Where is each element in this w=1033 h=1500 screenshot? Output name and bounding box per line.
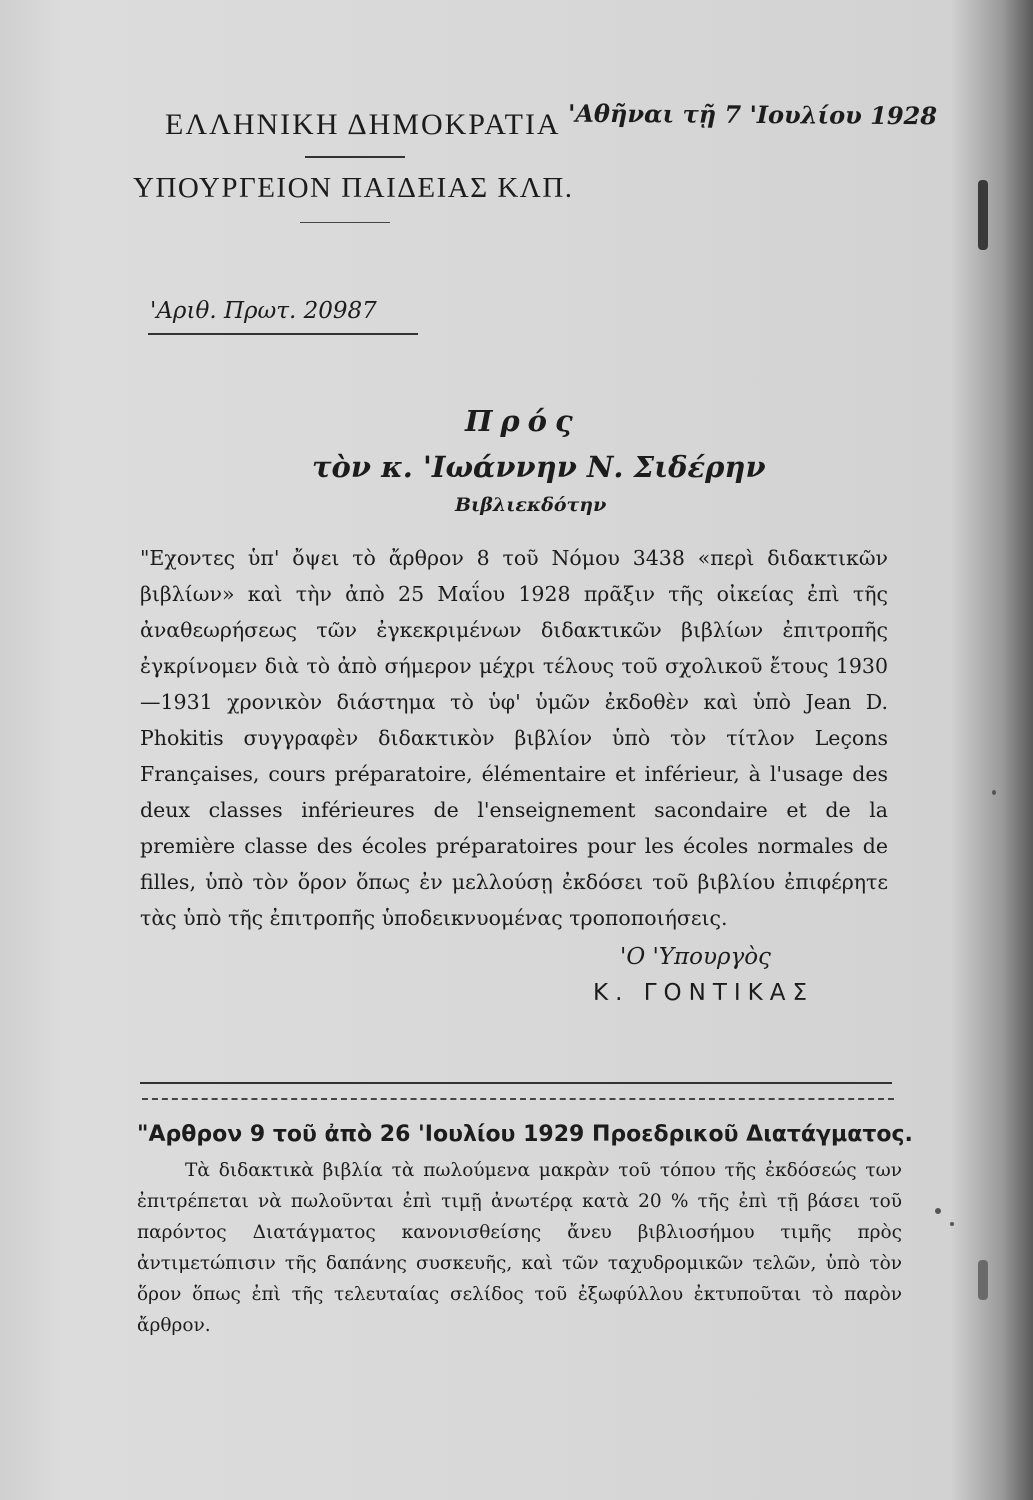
divider [300,222,390,223]
signatory-name: Κ. ΓΟΝΤΙΚΑΣ [593,980,815,1006]
divider [140,1082,892,1084]
paper-speck [950,1222,954,1226]
binding-mark [978,1260,988,1300]
address-to: Πρός [465,404,581,438]
signatory-title: 'Ο 'Υπουργὸς [620,944,771,970]
divider [142,1098,894,1100]
divider [148,333,418,335]
letter-body: "Εχοντες ὑπ' ὄψει τὸ ἄρθρον 8 τοῦ Νόμου 3438 «περὶ διδακτικῶν βιβλίων» καὶ τὴν ἀπὸ 25 Μαΐου 1928 πρᾶξιν τῆς οἰκείας ἐπὶ τῆς ἀναθεωρήσεως τῶν ἐγκεκριμένων διδακτικῶν βιβλίων ἐπιτροπῆς ἐγκρίνομεν διὰ τὸ ἀπὸ σήμερον μέχρι τέλους τοῦ σχολικοῦ ἔτους 1930—1931 χρονικὸν διάστημα τὸ ὑφ' ὑμῶν ἐκδοθὲν καὶ ὑπὸ Jean D. Phokitis συγγραφὲν διδακτικὸν βιβλίον ὑπὸ τὸν τίτλον Leçons Françaises, cours préparatoire, élémentaire et inférieur, à l'usage des deux classes inférieures de l'enseignement sacondaire et de la première classe des écoles préparatoires pour les écoles normales de filles, ὑπὸ τὸν ὅρον ὅπως ἐν μελλούσῃ ἐκδόσει τοῦ βιβλίου ἐπιφέρητε τὰς ὑπὸ τῆς ἐπιτροπῆς ὑποδεικνυομένας τροποποιήσεις. [140,546,888,930]
recipient-name: τὸν κ. 'Ιωάννην Ν. Σιδέρην [312,450,766,484]
divider [305,156,405,158]
state-heading: ΕΛΛΗΝΙΚΗ ΔΗΜΟΚΡΑΤΙΑ [165,108,561,141]
protocol-number: 'Αριθ. Πρωτ. 20987 [150,298,377,324]
letter-date: 'Αθῆναι τῇ 7 'Ιουλίου 1928 [567,98,938,131]
recipient-role: Βιβλιεκδότην [455,494,607,516]
paper-speck [992,790,996,795]
article-body: Τὰ διδακτικὰ βιβλία τὰ πωλούμενα μακρὰν τοῦ τόπου τῆς ἐκδόσεώς των ἐπιτρέπεται νὰ πωλοῦνται ἐπὶ τιμῇ ἀνωτέρᾳ κατὰ 20 % τῆς ἐπὶ τῇ βάσει τοῦ παρόντος Διατάγματος κανονισθείσης ἄνευ βιβλιοσήμου τιμῆς πρὸς ἀντιμετώπισιν τῆς δαπάνης συσκευῆς, καὶ τῶν ταχυδρομικῶν τελῶν, ὑπὸ τὸν ὅρον ὅπως ἐπὶ τῆς τελευταίας σελίδος τοῦ ἐξωφύλλου ἐκτυποῦται τὸ παρὸν ἄρθρον. [137,1160,902,1336]
binding-mark [978,180,988,250]
paper-speck [935,1208,941,1214]
ministry-heading: ΥΠΟΥΡΓΕΙΟΝ ΠΑΙΔΕΙΑΣ ΚΛΠ. [133,172,574,204]
article-heading: "Αρθρον 9 τοῦ ἀπὸ 26 'Ιουλίου 1929 Προεδρικοῦ Διατάγματος. [137,1122,913,1147]
